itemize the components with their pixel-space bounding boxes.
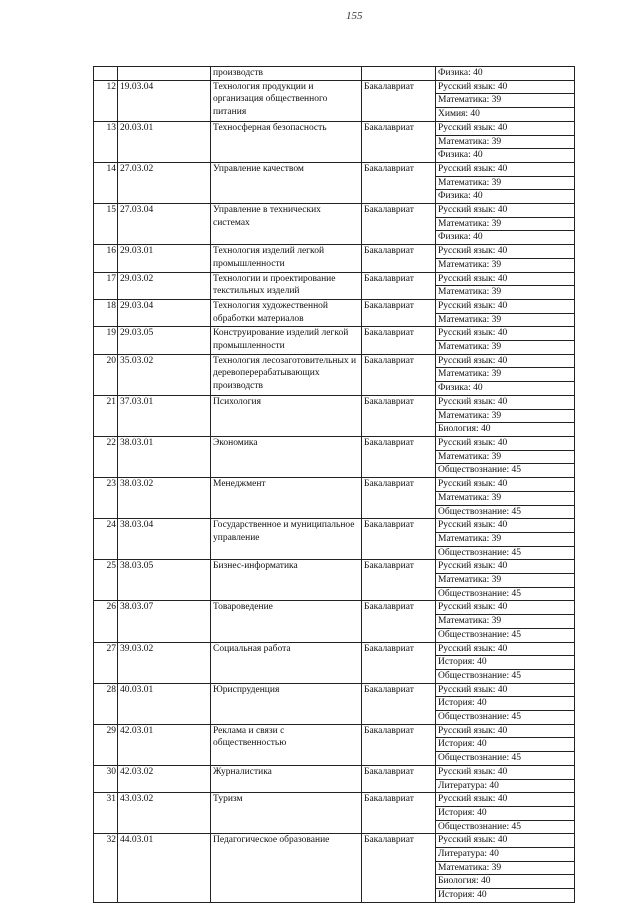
program-name-cell: Бизнес-информатика [211,560,362,601]
row-number-cell: 14 [94,162,118,203]
table-row [94,601,575,615]
degree-level-cell: Бакалавриат [362,834,436,903]
program-code-cell: 29.03.01 [118,245,211,272]
table-row [94,560,575,574]
exam-subject-cell: Обществознание: 45 [436,505,575,519]
row-number-cell: 26 [94,601,118,642]
degree-level-cell: Бакалавриат [362,245,436,272]
degree-level-cell: Бакалавриат [362,204,436,245]
row-number-cell: 30 [94,765,118,792]
table-row [94,436,575,450]
exam-subject-cell: Русский язык: 40 [436,560,575,574]
exam-subject-cell: История: 40 [436,738,575,752]
row-number-cell: 12 [94,80,118,121]
program-code-cell: 38.03.05 [118,560,211,601]
exam-subject-cell: История: 40 [436,697,575,711]
row-number-cell [94,67,118,81]
exam-subject-cell: Математика: 39 [436,861,575,875]
exam-subject-cell: Математика: 39 [436,313,575,327]
program-name-cell: Психология [211,395,362,436]
program-name-cell: Журналистика [211,765,362,792]
exam-subject-cell: Обществознание: 45 [436,752,575,766]
program-name-cell: Педагогическое образование [211,834,362,903]
row-number-cell: 20 [94,354,118,395]
degree-level-cell: Бакалавриат [362,601,436,642]
table-row [94,793,575,807]
program-name-cell: Реклама и связи с общественностью [211,724,362,765]
program-name-cell: Управление качеством [211,162,362,203]
program-code-cell: 27.03.04 [118,204,211,245]
program-name-cell: Технологии и проектирование текстильных изделий [211,272,362,299]
exam-subject-cell: Русский язык: 40 [436,642,575,656]
row-number-cell: 21 [94,395,118,436]
exam-subject-cell: Физика: 40 [436,67,575,81]
program-code-cell: 40.03.01 [118,683,211,724]
degree-level-cell: Бакалавриат [362,395,436,436]
exam-subject-cell: Обществознание: 45 [436,546,575,560]
table-row [94,327,575,341]
table-row [94,519,575,533]
row-number-cell: 16 [94,245,118,272]
exam-subject-cell: Математика: 39 [436,94,575,108]
exam-subject-cell: Физика: 40 [436,231,575,245]
table-row [94,245,575,259]
degree-level-cell: Бакалавриат [362,793,436,834]
exam-subject-cell: Русский язык: 40 [436,354,575,368]
exam-subject-cell: Литература: 40 [436,779,575,793]
exam-subject-cell: Математика: 39 [436,450,575,464]
program-code-cell: 35.03.02 [118,354,211,395]
program-name-cell: Технология художественной обработки материалов [211,299,362,326]
program-code-cell: 42.03.01 [118,724,211,765]
exam-subject-cell: История: 40 [436,656,575,670]
exam-subject-cell: История: 40 [436,806,575,820]
degree-level-cell: Бакалавриат [362,121,436,162]
table-row [94,299,575,313]
row-number-cell: 19 [94,327,118,354]
program-code-cell: 44.03.01 [118,834,211,903]
program-code-cell: 38.03.01 [118,436,211,477]
exam-subject-cell: Математика: 39 [436,532,575,546]
exam-subject-cell: Обществознание: 45 [436,711,575,725]
program-name-cell: Экономика [211,436,362,477]
table-row [94,67,575,81]
program-name-cell: Конструирование изделий легкой промышленности [211,327,362,354]
exam-subject-cell: Математика: 39 [436,135,575,149]
table-row [94,395,575,409]
degree-level-cell: Бакалавриат [362,354,436,395]
program-code-cell: 29.03.04 [118,299,211,326]
exam-subject-cell: Русский язык: 40 [436,80,575,94]
program-code-cell: 29.03.02 [118,272,211,299]
exam-subject-cell: Биология: 40 [436,875,575,889]
program-code-cell: 37.03.01 [118,395,211,436]
table-row [94,272,575,286]
program-code-cell: 38.03.04 [118,519,211,560]
program-name-cell: Технология продукции и организация общественного питания [211,80,362,121]
exam-subject-cell: Русский язык: 40 [436,327,575,341]
exam-subject-cell: Русский язык: 40 [436,436,575,450]
program-code-cell: 43.03.02 [118,793,211,834]
exam-subject-cell: Обществознание: 45 [436,587,575,601]
degree-level-cell: Бакалавриат [362,560,436,601]
program-code-cell: 20.03.01 [118,121,211,162]
program-name-cell: Социальная работа [211,642,362,683]
exam-subject-cell: История: 40 [436,889,575,903]
exam-subject-cell: Обществознание: 45 [436,820,575,834]
row-number-cell: 27 [94,642,118,683]
row-number-cell: 15 [94,204,118,245]
exam-subject-cell: Русский язык: 40 [436,204,575,218]
program-code-cell: 29.03.05 [118,327,211,354]
degree-level-cell: Бакалавриат [362,519,436,560]
row-number-cell: 23 [94,478,118,519]
exam-subject-cell: Обществознание: 45 [436,464,575,478]
degree-level-cell: Бакалавриат [362,162,436,203]
row-number-cell: 29 [94,724,118,765]
degree-level-cell: Бакалавриат [362,724,436,765]
exam-subject-cell: Русский язык: 40 [436,478,575,492]
admission-table [93,66,575,903]
row-number-cell: 25 [94,560,118,601]
degree-level-cell: Бакалавриат [362,765,436,792]
degree-level-cell [362,67,436,81]
exam-subject-cell: Русский язык: 40 [436,245,575,259]
exam-subject-cell: Русский язык: 40 [436,395,575,409]
program-code-cell: 39.03.02 [118,642,211,683]
degree-level-cell: Бакалавриат [362,272,436,299]
program-code-cell: 38.03.07 [118,601,211,642]
exam-subject-cell: Математика: 39 [436,217,575,231]
program-name-cell: Техносферная безопасность [211,121,362,162]
page-number: 155 [346,10,363,22]
row-number-cell: 32 [94,834,118,903]
exam-subject-cell: Химия: 40 [436,108,575,122]
exam-subject-cell: Физика: 40 [436,149,575,163]
exam-subject-cell: Математика: 39 [436,341,575,355]
exam-subject-cell: Русский язык: 40 [436,793,575,807]
degree-level-cell: Бакалавриат [362,299,436,326]
table-row [94,478,575,492]
table-row [94,80,575,94]
exam-subject-cell: Русский язык: 40 [436,601,575,615]
exam-subject-cell: Русский язык: 40 [436,162,575,176]
row-number-cell: 13 [94,121,118,162]
degree-level-cell: Бакалавриат [362,478,436,519]
degree-level-cell: Бакалавриат [362,80,436,121]
exam-subject-cell: Математика: 39 [436,286,575,300]
exam-subject-cell: Физика: 40 [436,382,575,396]
table-row [94,683,575,697]
program-name-cell: Государственное и муниципальное управление [211,519,362,560]
exam-subject-cell: Математика: 39 [436,409,575,423]
exam-subject-cell: Физика: 40 [436,190,575,204]
exam-subject-cell: Русский язык: 40 [436,272,575,286]
degree-level-cell: Бакалавриат [362,436,436,477]
program-name-cell: Менеджмент [211,478,362,519]
row-number-cell: 31 [94,793,118,834]
exam-subject-cell: Математика: 39 [436,491,575,505]
table-row [94,162,575,176]
table-body [94,67,575,903]
program-code-cell: 38.03.02 [118,478,211,519]
table-row [94,834,575,848]
program-code-cell: 19.03.04 [118,80,211,121]
program-code-cell [118,67,211,81]
exam-subject-cell: Математика: 39 [436,615,575,629]
table-row [94,765,575,779]
row-number-cell: 28 [94,683,118,724]
row-number-cell: 18 [94,299,118,326]
exam-subject-cell: Математика: 39 [436,574,575,588]
degree-level-cell: Бакалавриат [362,327,436,354]
program-name-cell: Юриспруденция [211,683,362,724]
table-row [94,354,575,368]
program-name-cell: Технология изделий легкой промышленности [211,245,362,272]
table-row [94,204,575,218]
program-name-cell: Туризм [211,793,362,834]
degree-level-cell: Бакалавриат [362,683,436,724]
program-code-cell: 42.03.02 [118,765,211,792]
program-name-cell: Управление в технических системах [211,204,362,245]
program-name-cell: Товароведение [211,601,362,642]
exam-subject-cell: Русский язык: 40 [436,519,575,533]
program-name-cell: Технология лесозаготовительных и деревоперерабатывающих производств [211,354,362,395]
exam-subject-cell: Русский язык: 40 [436,121,575,135]
exam-subject-cell: Математика: 39 [436,176,575,190]
exam-subject-cell: Русский язык: 40 [436,765,575,779]
exam-subject-cell: Литература: 40 [436,848,575,862]
exam-subject-cell: Русский язык: 40 [436,724,575,738]
exam-subject-cell: Обществознание: 45 [436,669,575,683]
exam-subject-cell: Биология: 40 [436,423,575,437]
exam-subject-cell: Обществознание: 45 [436,628,575,642]
program-name-cell: производств [211,67,362,81]
row-number-cell: 22 [94,436,118,477]
table-row [94,724,575,738]
degree-level-cell: Бакалавриат [362,642,436,683]
table-row [94,121,575,135]
row-number-cell: 17 [94,272,118,299]
exam-subject-cell: Русский язык: 40 [436,683,575,697]
exam-subject-cell: Русский язык: 40 [436,834,575,848]
exam-subject-cell: Математика: 39 [436,368,575,382]
program-code-cell: 27.03.02 [118,162,211,203]
table-row [94,642,575,656]
row-number-cell: 24 [94,519,118,560]
exam-subject-cell: Математика: 39 [436,258,575,272]
exam-subject-cell: Русский язык: 40 [436,299,575,313]
